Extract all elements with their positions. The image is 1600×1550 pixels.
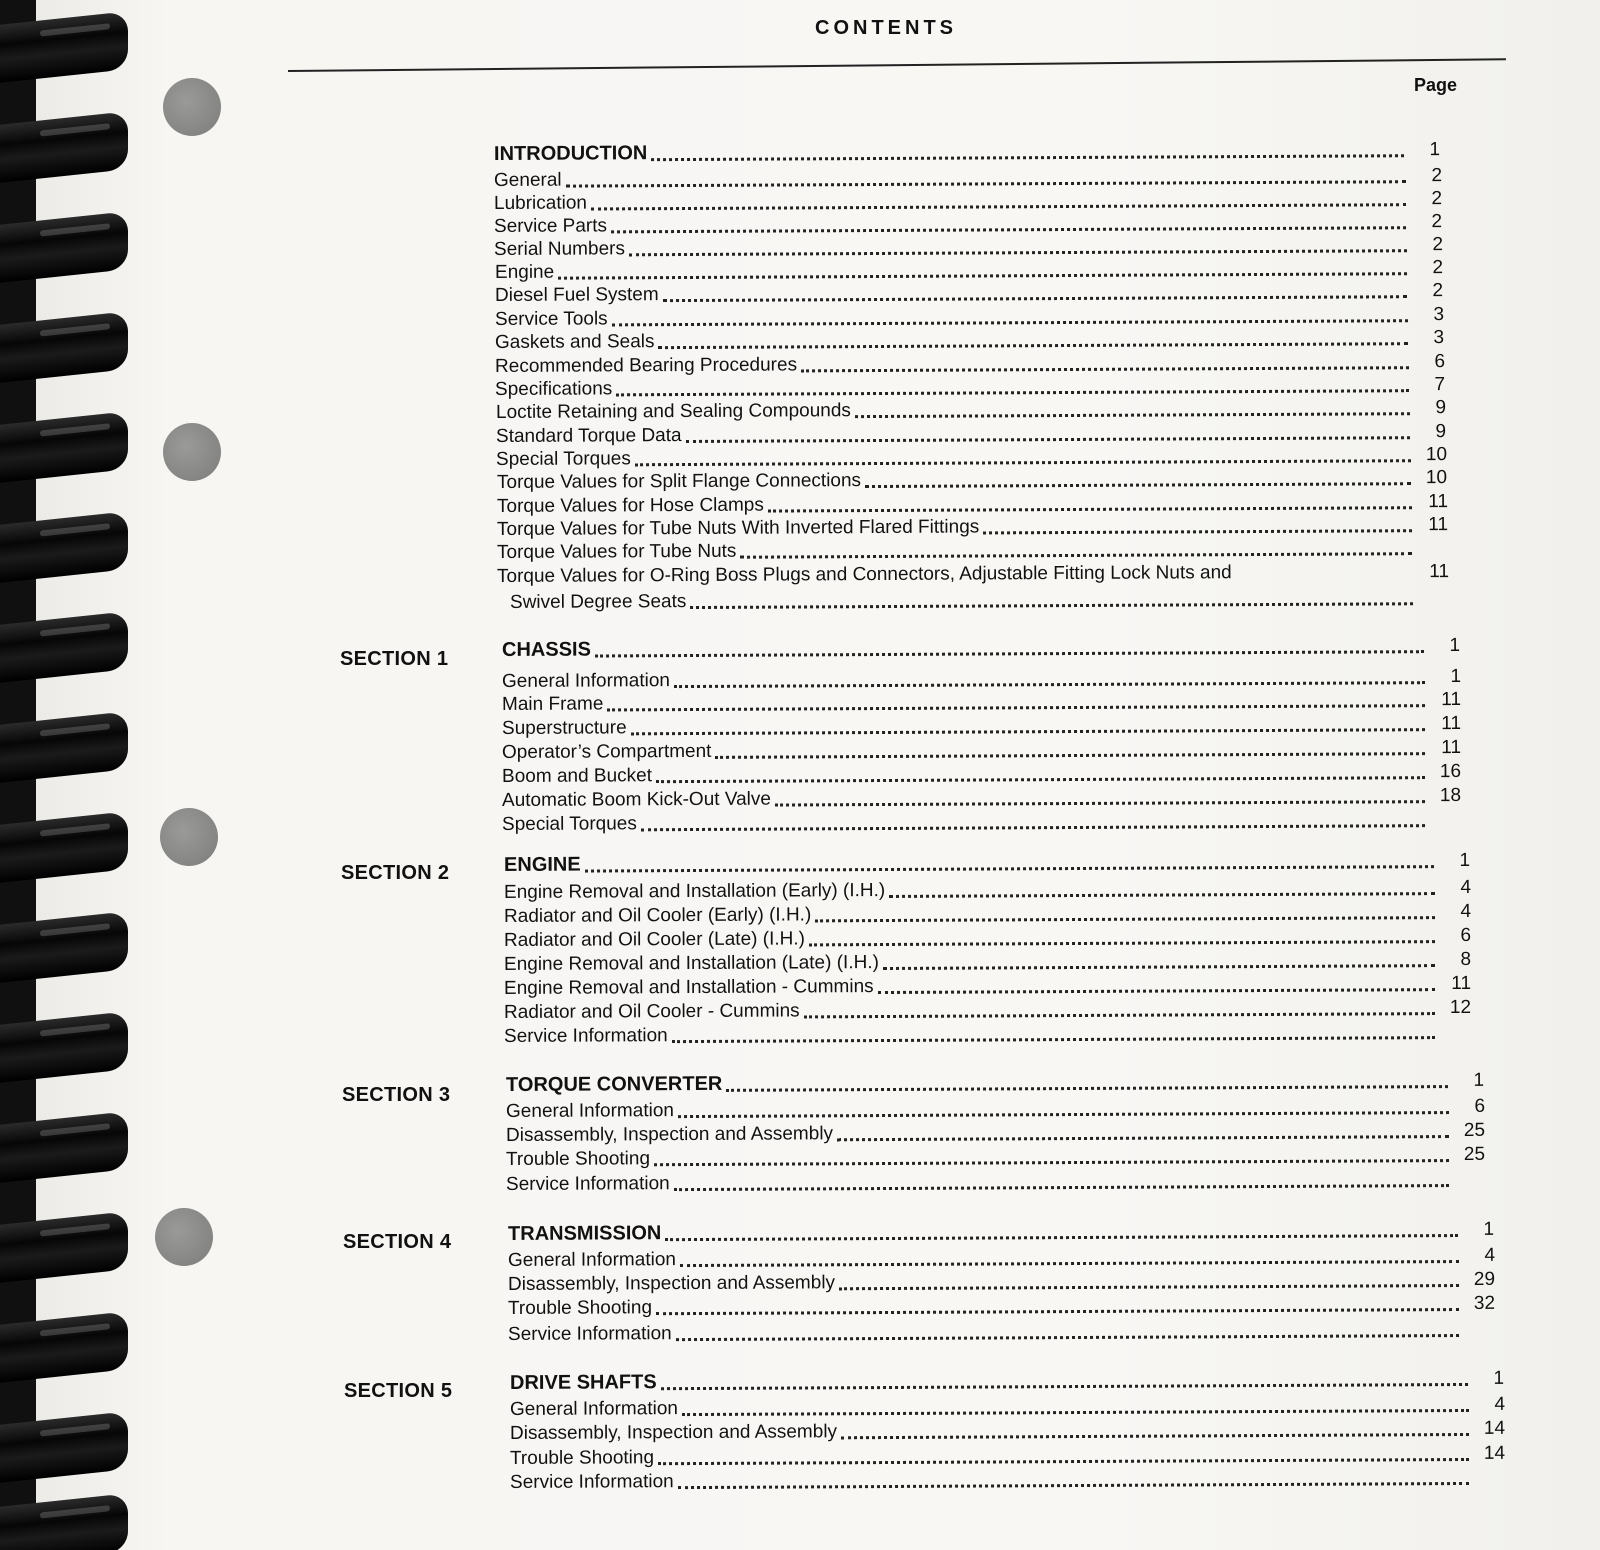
entry-page-number: 2 [1432, 234, 1444, 256]
entry-page-number: 1 [1450, 665, 1462, 688]
entry-page-number: 2 [1431, 188, 1443, 210]
toc-entry [497, 559, 1449, 588]
dot-leader [674, 667, 1425, 688]
section-title: CHASSIS [501, 638, 591, 661]
entry-label: Gaskets and Seals [494, 331, 655, 353]
entry-page-number: 4 [1484, 1244, 1496, 1266]
entry-page-number: 14 [1483, 1442, 1506, 1464]
entry-label: Automatic Boom Kick-Out Valve [501, 788, 771, 811]
entry-page-number: 4 [1460, 876, 1472, 898]
entry-label: General [493, 169, 562, 191]
entry-label: Service Information [507, 1323, 672, 1345]
dot-leader [663, 281, 1407, 302]
dot-leader [607, 690, 1425, 711]
dot-leader [889, 878, 1435, 898]
entry-page-number: 9 [1435, 397, 1447, 419]
dot-leader [682, 1395, 1469, 1416]
dot-leader [865, 468, 1411, 488]
entry-page-number: 11 [1441, 736, 1462, 759]
dot-leader [839, 1270, 1459, 1290]
section-number-label: SECTION 4 [343, 1231, 452, 1253]
dot-leader [558, 258, 1407, 279]
entry-page-number: 7 [1434, 374, 1446, 396]
dot-leader [611, 212, 1406, 233]
dot-leader [715, 738, 1425, 759]
toc-entry [510, 585, 1449, 614]
entry-label: General Information [505, 1100, 674, 1122]
dot-leader [591, 189, 1406, 210]
entry-label: Swivel Degree Seats [509, 591, 687, 613]
dot-leader [726, 1071, 1448, 1092]
toc-entry [502, 807, 1461, 836]
dot-leader [658, 1444, 1469, 1465]
dot-leader [651, 140, 1404, 161]
entry-page-number: 11 [1428, 491, 1449, 513]
entry-page-number: 11 [1451, 972, 1472, 995]
entry-label: Trouble Shooting [509, 1447, 655, 1469]
dot-leader [686, 422, 1411, 443]
entry-page-number: 2 [1431, 211, 1443, 233]
entry-label: Disassembly, Inspection and Assembly [509, 1421, 838, 1444]
section-number-label: SECTION 2 [341, 862, 450, 884]
section-title-row [502, 633, 1460, 662]
entry-page-number: 2 [1431, 165, 1443, 187]
entry-label: Torque Values for O-Ring Boss Plugs and Connectors, Adjustable Fitting Lock Nuts and [496, 562, 1232, 587]
dot-leader [656, 1294, 1459, 1315]
dot-leader [585, 851, 1434, 872]
entry-label: Specifications [494, 378, 613, 400]
dot-leader [1236, 565, 1413, 580]
section-title-row [510, 1366, 1504, 1395]
entry-page-number: 32 [1473, 1292, 1496, 1314]
section-title-row [494, 137, 1440, 166]
section-title-row [504, 848, 1470, 877]
entry-label: Torque Values for Tube Nuts [496, 540, 737, 563]
entry-label: Engine Removal and Installation (Late) (I.H.) [503, 952, 879, 975]
entry-page-number: 8 [1460, 948, 1472, 970]
entry-label: Torque Values for Split Flange Connections [496, 470, 862, 493]
entry-label: Operator’s Compartment [501, 740, 712, 763]
section-title: TRANSMISSION [507, 1222, 662, 1245]
entry-page-number: 4 [1460, 900, 1472, 922]
entry-page-number: 3 [1433, 304, 1445, 326]
dot-leader [775, 786, 1425, 806]
section-page-number: 1 [1483, 1218, 1495, 1240]
entry-label: Special Torques [495, 448, 631, 470]
dot-leader [855, 398, 1410, 418]
dot-leader [566, 166, 1406, 187]
section-page-number: 1 [1429, 139, 1441, 161]
dot-leader [883, 950, 1435, 970]
section-title: DRIVE SHAFTS [509, 1371, 657, 1394]
entry-page-number: 11 [1441, 712, 1462, 735]
entry-label: Engine Removal and Installation (Early) (I.H.) [503, 880, 886, 903]
entry-label: Engine [494, 261, 555, 283]
entry-label: Main Frame [501, 693, 604, 715]
dot-leader [815, 902, 1435, 922]
dot-leader [672, 1022, 1435, 1043]
entry-page-number: 6 [1474, 1095, 1486, 1117]
entry-label: Radiator and Oil Cooler (Late) (I.H.) [503, 928, 806, 951]
entry-label: General Information [501, 670, 670, 692]
section-title: INTRODUCTION [493, 142, 648, 165]
section-page-number: 1 [1459, 849, 1471, 871]
entry-label: General Information [509, 1398, 678, 1420]
dot-leader [676, 1320, 1459, 1341]
entry-label: Service Tools [494, 308, 608, 330]
dot-leader [641, 810, 1425, 831]
entry-page-number: 10 [1425, 467, 1448, 489]
entry-page-number: 29 [1473, 1268, 1496, 1290]
toc-entry [506, 1142, 1485, 1171]
toc-entry [506, 1167, 1485, 1196]
entry-page-number: 12 [1449, 996, 1472, 1019]
entry-page-number: 3 [1433, 327, 1445, 349]
entry-label: General Information [507, 1249, 676, 1271]
section-page-number: 1 [1449, 634, 1461, 657]
section-page-number: 1 [1493, 1367, 1505, 1389]
dot-leader [841, 1419, 1469, 1439]
entry-label: Radiator and Oil Cooler (Early) (I.H.) [503, 904, 812, 927]
entry-page-number: 9 [1435, 421, 1447, 443]
entry-label: Radiator and Oil Cooler - Cummins [503, 1000, 800, 1023]
section-title: ENGINE [503, 853, 581, 876]
entry-label: Lubrication [493, 192, 588, 214]
dot-leader [740, 538, 1412, 559]
entry-label: Service Information [509, 1471, 674, 1493]
page-column-label: Page [1414, 75, 1458, 95]
dot-leader [878, 974, 1435, 994]
entry-page-number: 11 [1441, 688, 1462, 711]
section-number-label: SECTION 3 [342, 1084, 451, 1106]
dot-leader [629, 235, 1407, 256]
entry-label: Service Information [505, 1173, 670, 1195]
dot-leader [678, 1097, 1449, 1118]
dot-leader [656, 762, 1425, 783]
entry-label: Superstructure [501, 717, 627, 739]
section-number-label: SECTION 1 [340, 648, 449, 670]
dot-leader [658, 328, 1408, 349]
entry-label: Torque Values for Tube Nuts With Inverted Flared Fittings [496, 516, 980, 540]
dot-leader [612, 305, 1408, 326]
dot-leader [768, 492, 1412, 512]
dot-leader [804, 998, 1435, 1018]
section-number-label: SECTION 5 [344, 1380, 453, 1402]
entry-page-number: 18 [1439, 784, 1462, 807]
entry-label: Torque Values for Hose Clamps [496, 494, 764, 517]
entry-page-number: 11 [1429, 561, 1450, 583]
dot-leader [983, 515, 1412, 534]
entry-label: Trouble Shooting [505, 1148, 651, 1170]
entry-label: Engine Removal and Installation - Cummins [503, 976, 874, 999]
section-title: TORQUE CONVERTER [505, 1072, 723, 1096]
entry-label: Standard Torque Data [495, 425, 682, 447]
entry-label: Loctite Retaining and Sealing Compounds [495, 400, 851, 423]
entry-page-number: 25 [1463, 1143, 1486, 1165]
entry-page-number: 10 [1425, 444, 1448, 466]
dot-leader [690, 588, 1413, 609]
entry-label: Disassembly, Inspection and Assembly [507, 1272, 836, 1295]
dot-leader [595, 636, 1424, 657]
entry-page-number: 25 [1463, 1119, 1486, 1141]
entry-page-number: 4 [1494, 1393, 1506, 1415]
dot-leader [678, 1468, 1469, 1489]
entry-page-number: 2 [1432, 280, 1444, 302]
entry-page-number: 16 [1439, 760, 1462, 783]
toc-entry [510, 1465, 1505, 1494]
toc-entry [508, 1291, 1495, 1320]
dot-leader [661, 1369, 1468, 1390]
dot-leader [809, 926, 1435, 946]
entry-label: Special Torques [501, 813, 637, 835]
dot-leader [801, 352, 1409, 372]
entry-label: Boom and Bucket [501, 765, 653, 787]
entry-page-number: 6 [1460, 924, 1472, 946]
dot-leader [674, 1170, 1449, 1191]
dot-leader [635, 445, 1411, 466]
entry-label: Disassembly, Inspection and Assembly [505, 1123, 834, 1146]
entry-page-number: 14 [1483, 1417, 1506, 1439]
entry-label: Recommended Bearing Procedures [494, 354, 798, 377]
dot-leader [837, 1121, 1449, 1141]
entry-page-number: 11 [1428, 514, 1449, 536]
section-page-number: 1 [1473, 1069, 1485, 1091]
section-title-row [508, 1217, 1494, 1246]
entry-label: Service Information [503, 1025, 668, 1047]
entry-page-number: 2 [1432, 257, 1444, 279]
toc-entry [508, 1317, 1495, 1346]
section-title-row [506, 1068, 1484, 1097]
dot-leader [665, 1220, 1458, 1241]
entry-page-number: 6 [1434, 351, 1446, 373]
entry-label: Serial Numbers [493, 238, 625, 260]
page-title: CONTENTS [815, 17, 957, 39]
dot-leader [680, 1246, 1459, 1267]
dot-leader [616, 375, 1409, 396]
dot-leader [654, 1145, 1449, 1166]
entry-label: Trouble Shooting [507, 1297, 653, 1319]
entry-label: Service Parts [493, 215, 608, 237]
dot-leader [631, 714, 1425, 735]
toc-entry [504, 1019, 1471, 1048]
entry-label: Diesel Fuel System [494, 284, 659, 306]
